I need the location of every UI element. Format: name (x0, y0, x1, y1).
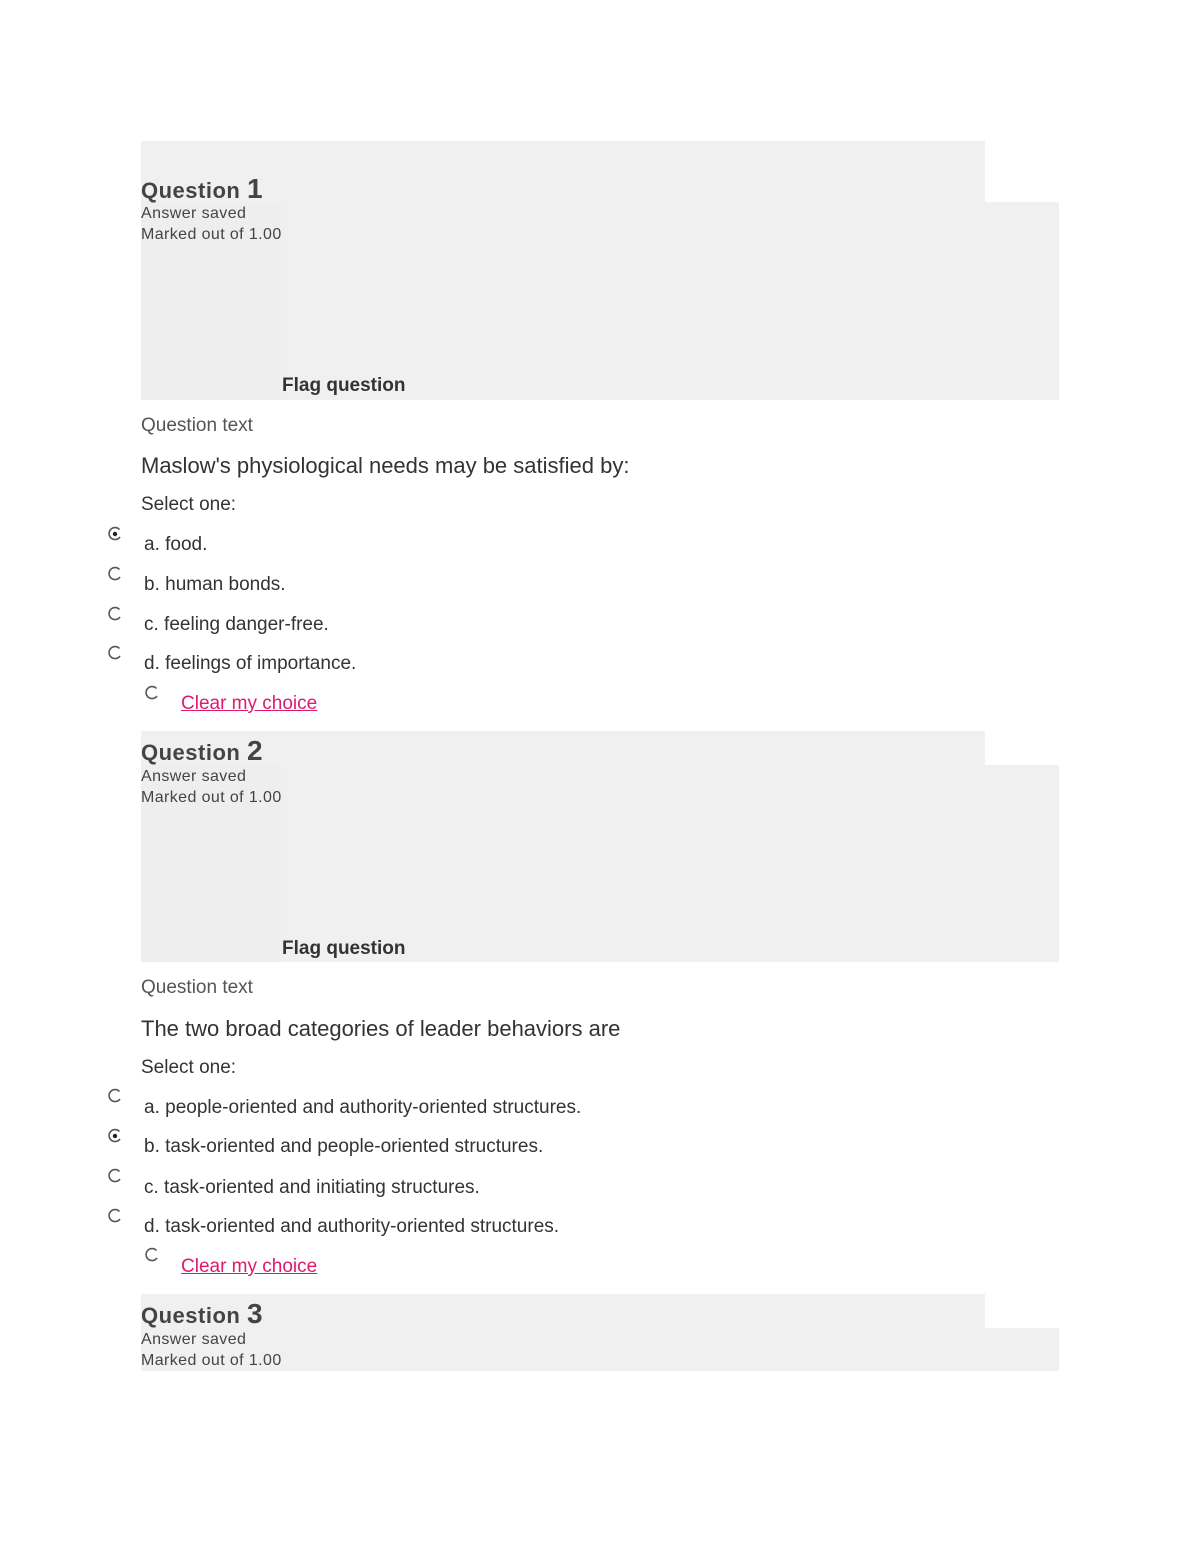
option-label[interactable]: b. task-oriented and people-oriented structures. (144, 1136, 544, 1157)
question-title (141, 173, 263, 205)
question-title (141, 735, 263, 767)
radio-button[interactable] (107, 566, 123, 582)
answer-status: Answer saved (141, 1331, 247, 1348)
flag-question-link[interactable]: Flag question (282, 375, 406, 396)
marks-label: Marked out of 1.00 (141, 226, 282, 243)
question-word: Question (141, 178, 241, 203)
question-word: Question (141, 1303, 241, 1328)
radio-button[interactable] (107, 1208, 123, 1224)
question-header-strip (141, 731, 985, 765)
radio-button[interactable] (107, 1128, 123, 1144)
question-text: Maslow's physiological needs may be satisfied by: (141, 453, 630, 478)
question-number: 3 (246, 1298, 264, 1329)
question-word: Question (141, 740, 241, 765)
question-title (141, 1298, 263, 1330)
question-number: 2 (246, 735, 264, 766)
select-one-label: Select one: (141, 494, 237, 515)
clear-radio-button[interactable] (144, 685, 160, 701)
option-label[interactable]: b. human bonds. (144, 574, 286, 595)
question-text: The two broad categories of leader behaviors are (141, 1016, 621, 1041)
option-label[interactable]: a. people-oriented and authority-oriented structures. (144, 1097, 582, 1118)
radio-button[interactable] (107, 1088, 123, 1104)
option-label[interactable]: d. feelings of importance. (144, 653, 357, 674)
answer-status: Answer saved (141, 768, 247, 785)
clear-radio-button[interactable] (144, 1247, 160, 1263)
radio-button[interactable] (107, 645, 123, 661)
flag-question-link[interactable]: Flag question (282, 938, 406, 959)
radio-button[interactable] (107, 606, 123, 622)
marks-label: Marked out of 1.00 (141, 1352, 282, 1369)
option-label[interactable]: c. task-oriented and initiating structures. (144, 1177, 480, 1198)
radio-button[interactable] (107, 1168, 123, 1184)
option-label[interactable]: a. food. (144, 534, 208, 555)
option-label[interactable]: c. feeling danger-free. (144, 614, 329, 635)
marks-label: Marked out of 1.00 (141, 789, 282, 806)
clear-my-choice-link[interactable]: Clear my choice (181, 693, 318, 714)
option-label[interactable]: d. task-oriented and authority-oriented structures. (144, 1216, 560, 1237)
question-header-strip (141, 1294, 985, 1328)
answer-status: Answer saved (141, 205, 247, 222)
question-header-strip (141, 141, 985, 202)
question-text-label: Question text (141, 977, 253, 998)
radio-button[interactable] (107, 526, 123, 542)
question-number: 1 (246, 173, 264, 204)
clear-my-choice-link[interactable]: Clear my choice (181, 1256, 318, 1277)
select-one-label: Select one: (141, 1057, 237, 1078)
question-text-label: Question text (141, 415, 253, 436)
